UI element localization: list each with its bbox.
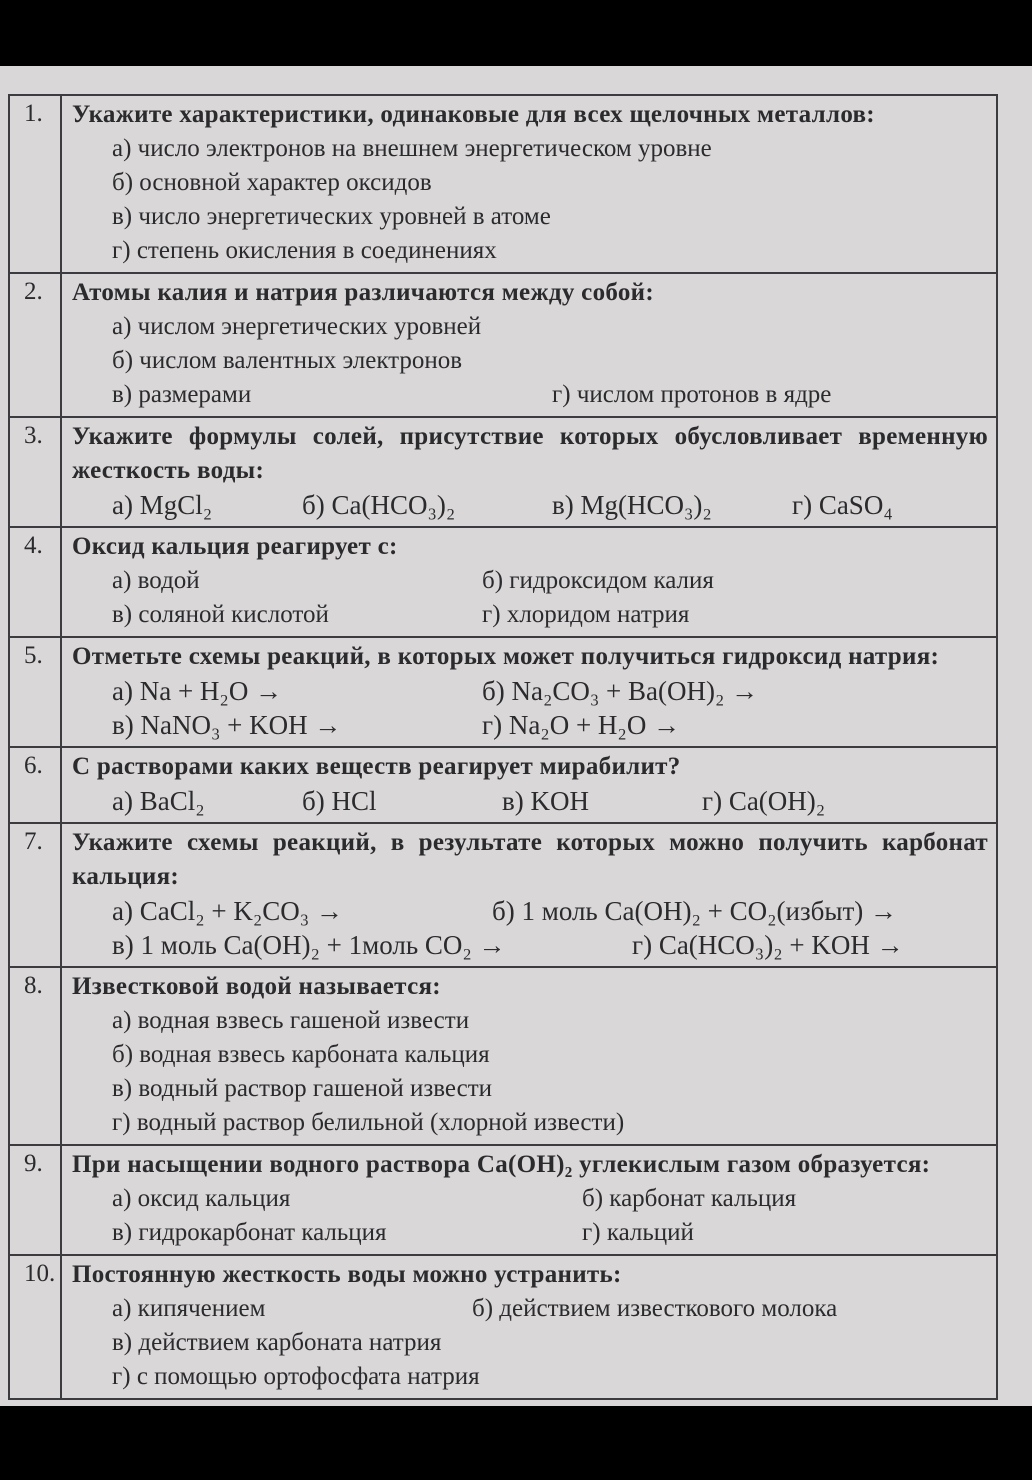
- option: в) размерами: [112, 381, 252, 408]
- question-text: Укажите схемы реакций, в результате которых можно получить карбонат кальция:: [72, 829, 988, 890]
- question-number: 1.: [9, 95, 61, 273]
- question-body: [61, 637, 997, 747]
- option: в) число энергетических уровней в атоме: [112, 203, 551, 230]
- option: а) число электронов на внешнем энергетическом уровне: [112, 135, 712, 162]
- option: г) Na₂O + H₂O →: [482, 710, 681, 740]
- question-body: [61, 823, 997, 967]
- option: б) числом валентных электронов: [112, 347, 463, 374]
- option: б) водная взвесь карбоната кальция: [112, 1041, 490, 1068]
- question-row: [9, 1145, 997, 1255]
- question-number: 9.: [9, 1145, 61, 1255]
- option: а) оксид кальция: [112, 1185, 291, 1212]
- question-number: 6.: [9, 747, 61, 823]
- question-row: [9, 527, 997, 637]
- question-body: [61, 273, 997, 417]
- question-number: 3.: [9, 417, 61, 527]
- worksheet-page: [0, 66, 1032, 1406]
- option: б) основной характер оксидов: [112, 169, 432, 196]
- question-text: С растворами каких веществ реагирует мирабилит?: [72, 753, 681, 780]
- question-text: Известковой водой называется:: [72, 973, 441, 1000]
- option: б) 1 моль Ca(OH)₂ + CO₂(избыт) →: [492, 896, 898, 926]
- option: а) водная взвесь гашеной извести: [112, 1007, 470, 1034]
- question-body: [61, 967, 997, 1145]
- question-body: [61, 417, 997, 527]
- question-body: [61, 1145, 997, 1255]
- option: в) 1 моль Ca(OH)₂ + 1моль CO₂ →: [112, 930, 506, 960]
- question-text: Укажите характеристики, одинаковые для всех щелочных металлов:: [72, 101, 875, 128]
- option: а) MgCl₂: [112, 490, 213, 520]
- question-text: Укажите формулы солей, присутствие которых обусловливает временную жесткость воды:: [72, 423, 988, 484]
- option: г) хлоридом натрия: [482, 601, 690, 628]
- question-number: 10.: [9, 1255, 61, 1399]
- option: в) KOH: [502, 786, 589, 816]
- question-row: [9, 967, 997, 1145]
- option: г) Ca(OH)₂: [702, 786, 826, 816]
- option: а) водой: [112, 567, 200, 594]
- option: в) водный раствор гашеной извести: [112, 1075, 493, 1102]
- option: в) соляной кислотой: [112, 601, 329, 628]
- question-row: [9, 417, 997, 527]
- question-number: 4.: [9, 527, 61, 637]
- option: г) кальций: [582, 1219, 694, 1246]
- question-row: [9, 95, 997, 273]
- option: г) числом протонов в ядре: [552, 381, 832, 408]
- option: а) BaCl₂: [112, 786, 205, 816]
- question-body: [61, 747, 997, 823]
- option: б) карбонат кальция: [582, 1185, 797, 1212]
- option: а) кипячением: [112, 1295, 266, 1322]
- question-row: [9, 823, 997, 967]
- question-text: При насыщении водного раствора Ca(OH)₂ углекислым газом образуется:: [72, 1151, 931, 1178]
- question-row: [9, 747, 997, 823]
- option: б) HCl: [302, 786, 377, 816]
- question-text: Оксид кальция реагирует с:: [72, 533, 398, 560]
- option: а) CaCl₂ + K₂CO₃ →: [112, 896, 343, 926]
- option: г) CaSO₄: [792, 490, 893, 520]
- question-number: 7.: [9, 823, 61, 967]
- question-row: [9, 273, 997, 417]
- option: в) действием карбоната натрия: [112, 1329, 442, 1356]
- question-text: Постоянную жесткость воды можно устранить:: [72, 1261, 622, 1288]
- option: г) с помощью ортофосфата натрия: [112, 1363, 480, 1390]
- option: в) NaNO₃ + KOH →: [112, 710, 342, 740]
- question-row: [9, 637, 997, 747]
- option: б) Na₂CO₃ + Ba(OH)₂ →: [482, 676, 759, 706]
- questions-table: [8, 94, 998, 1400]
- question-body: [61, 1255, 997, 1399]
- option: в) гидрокарбонат кальция: [112, 1219, 387, 1246]
- question-number: 2.: [9, 273, 61, 417]
- question-text: Отметьте схемы реакций, в которых может получиться гидроксид натрия:: [72, 643, 940, 670]
- option: б) действием известкового молока: [472, 1295, 838, 1322]
- option: а) числом энергетических уровней: [112, 313, 482, 340]
- question-number: 8.: [9, 967, 61, 1145]
- question-body: [61, 95, 997, 273]
- option: б) Ca(HCO₃)₂: [302, 490, 456, 520]
- option: в) Mg(HCO₃)₂: [552, 490, 712, 520]
- question-text: Атомы калия и натрия различаются между собой:: [72, 279, 654, 306]
- option: г) Ca(HCO₃)₂ + KOH →: [632, 930, 904, 960]
- option: г) водный раствор белильной (хлорной извести): [112, 1109, 625, 1136]
- option: а) Na + H₂O →: [112, 676, 283, 706]
- question-row: [9, 1255, 997, 1399]
- option: б) гидроксидом калия: [482, 567, 714, 594]
- option: г) степень окисления в соединениях: [112, 237, 497, 264]
- question-number: 5.: [9, 637, 61, 747]
- question-body: [61, 527, 997, 637]
